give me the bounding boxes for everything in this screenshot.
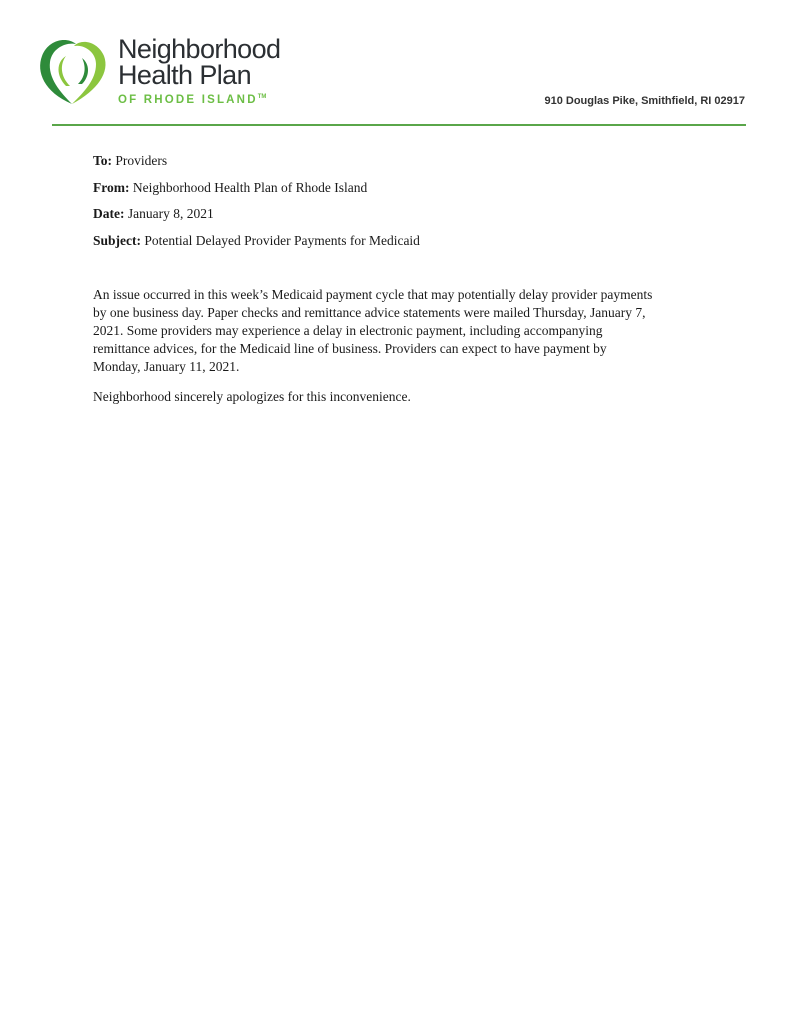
memo-to-value: Providers [115, 153, 168, 168]
memo-subject-value: Potential Delayed Provider Payments for Medicaid [144, 232, 420, 248]
logo-subtitle [118, 94, 280, 106]
memo-to [93, 152, 653, 170]
memo-body [93, 286, 653, 418]
heart-logo-icon [36, 34, 112, 108]
memo-from [93, 179, 653, 197]
memo-from-label: From: [93, 179, 130, 195]
memo-subject-label: Subject: [93, 232, 141, 248]
memo-date [93, 205, 653, 223]
memo-date-label: Date: [93, 206, 125, 221]
header-divider [52, 124, 746, 126]
trademark-mark: TM [257, 94, 267, 100]
letterhead [0, 0, 791, 130]
memo-date-value: January 8, 2021 [127, 206, 214, 221]
body-paragraph-2: Neighborhood sincerely apologizes for this inconvenience. [93, 389, 411, 404]
memo-from-value: Neighborhood Health Plan of Rhode Island [132, 179, 368, 195]
body-paragraph-1: An issue occurred in this week’s Medicaid payment cycle that may potentially delay provider payments by one business day. Paper checks and remittance advice statements were mailed Thursday, January 7, 2021. Some providers may experience a delay in electronic payment, including accompanying remittance advices, for the Medicaid line of business. Providers can expect to have payment by Monday, January 11, 2021. [93, 287, 653, 374]
logo-line-1: Neighborhood [118, 34, 281, 64]
memo-to-label: To: [93, 153, 113, 168]
address: 910 Douglas Pike, Smithfield, RI 02917 [544, 95, 745, 107]
logo-subtitle-text: OF RHODE ISLAND [118, 94, 258, 106]
memo-subject [93, 232, 653, 250]
logo-wordmark [118, 36, 280, 106]
memo-header [93, 152, 653, 258]
logo-line-2: Health Plan [118, 60, 251, 90]
